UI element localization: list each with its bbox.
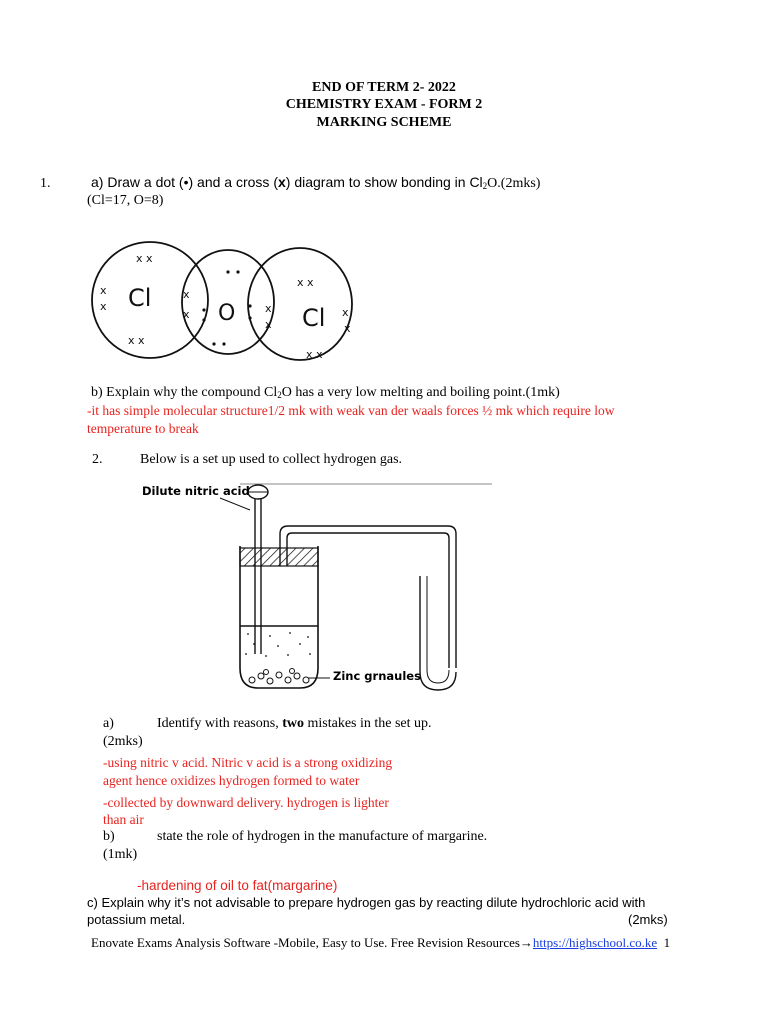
question-1b-prompt: b) Explain why the compound $Cl_2O$ has a very low melting and boiling point.(1mk) [91, 385, 560, 400]
footer [91, 935, 670, 951]
question-2a-marks: (2mks) [103, 734, 143, 749]
label-cl-right: Cl [302, 304, 326, 332]
question-2a-label: a) [103, 716, 114, 731]
answer-2a-1-line2: agent hence oxidizes hydrogen formed to water [103, 773, 360, 788]
svg-text:x: x [100, 300, 107, 313]
question-2c-line2: potassium metal. [87, 912, 186, 927]
delivery-tube-outer [280, 526, 456, 668]
label-o: O [218, 301, 236, 326]
question-1a-prompt: a) Draw a dot (•) and a cross (x) diagram to show bonding in $Cl_2O.(2mks)$ [91, 174, 541, 191]
exam-subject: CHEMISTRY EXAM - FORM 2 [285, 97, 483, 112]
dot-cross-diagram [84, 240, 374, 368]
svg-text:x: x [183, 288, 190, 301]
question-2c-line1: c) Explain why it’s not advisable to prepare hydrogen gas by reacting dilute hydrochloric acid with [87, 895, 646, 910]
svg-text:x: x [265, 302, 272, 315]
svg-text:x: x [265, 318, 272, 331]
flask [240, 546, 318, 688]
stopper [240, 548, 318, 566]
question-2b-marks: (1mk) [103, 847, 138, 862]
svg-text:x x: x x [128, 334, 145, 347]
label-dilute-nitric-acid: Dilute nitric acid [142, 484, 250, 498]
answer-2b: -hardening of oil to fat(margarine) [137, 878, 338, 893]
label-cl-left: Cl [128, 284, 152, 312]
svg-text:x: x [342, 306, 349, 319]
answer-1b-line2: temperature to break [87, 421, 199, 436]
question-2c-marks: (2mks) [628, 912, 668, 927]
zinc-granules [249, 669, 309, 685]
arrow-icon: → [519, 935, 533, 950]
marking-scheme-title: MARKING SCHEME [316, 115, 452, 130]
question-2-number: 2. [92, 452, 103, 467]
collection-tube [420, 576, 456, 690]
question-1-number: 1. [40, 176, 51, 191]
svg-text:x x: x x [297, 276, 314, 289]
exam-title: END OF TERM 2- 2022 [312, 80, 456, 95]
question-1-atomic-numbers: (Cl=17, O=8) [87, 193, 164, 208]
answer-2a-2-line1: -collected by downward delivery. hydrogen is lighter [103, 795, 389, 810]
footer-text: Enovate Exams Analysis Software -Mobile, Easy to Use. Free Revision Resources [91, 935, 520, 950]
question-2-intro: Below is a set up used to collect hydrogen gas. [140, 452, 403, 467]
question-2b-label: b) [103, 829, 115, 844]
hydrogen-setup-diagram [130, 476, 500, 698]
svg-text:x x: x x [306, 348, 323, 361]
svg-text:x: x [344, 322, 351, 335]
answer-2a-1-line1: -using nitric v acid. Nitric v acid is a strong oxidizing [103, 755, 393, 770]
answer-2a-2-line2: than air [103, 812, 144, 827]
label-zinc-granules: Zinc grnaules [333, 669, 421, 683]
page-number: 1 [663, 935, 671, 950]
chlorine-atom-right-circle [248, 248, 352, 360]
svg-text:x: x [100, 284, 107, 297]
question-2b-prompt: state the role of hydrogen in the manufacture of margarine. [157, 829, 488, 844]
question-2a-prompt: Identify with reasons, two mistakes in the set up. [157, 716, 432, 731]
svg-text:x x: x x [136, 252, 153, 265]
svg-text:x: x [183, 308, 190, 321]
answer-1b-line1: -it has simple molecular structure1/2 mk with weak van der waals forces ½ mk which require low [87, 403, 615, 418]
footer-link[interactable]: https://highschool.co.ke [532, 935, 658, 950]
